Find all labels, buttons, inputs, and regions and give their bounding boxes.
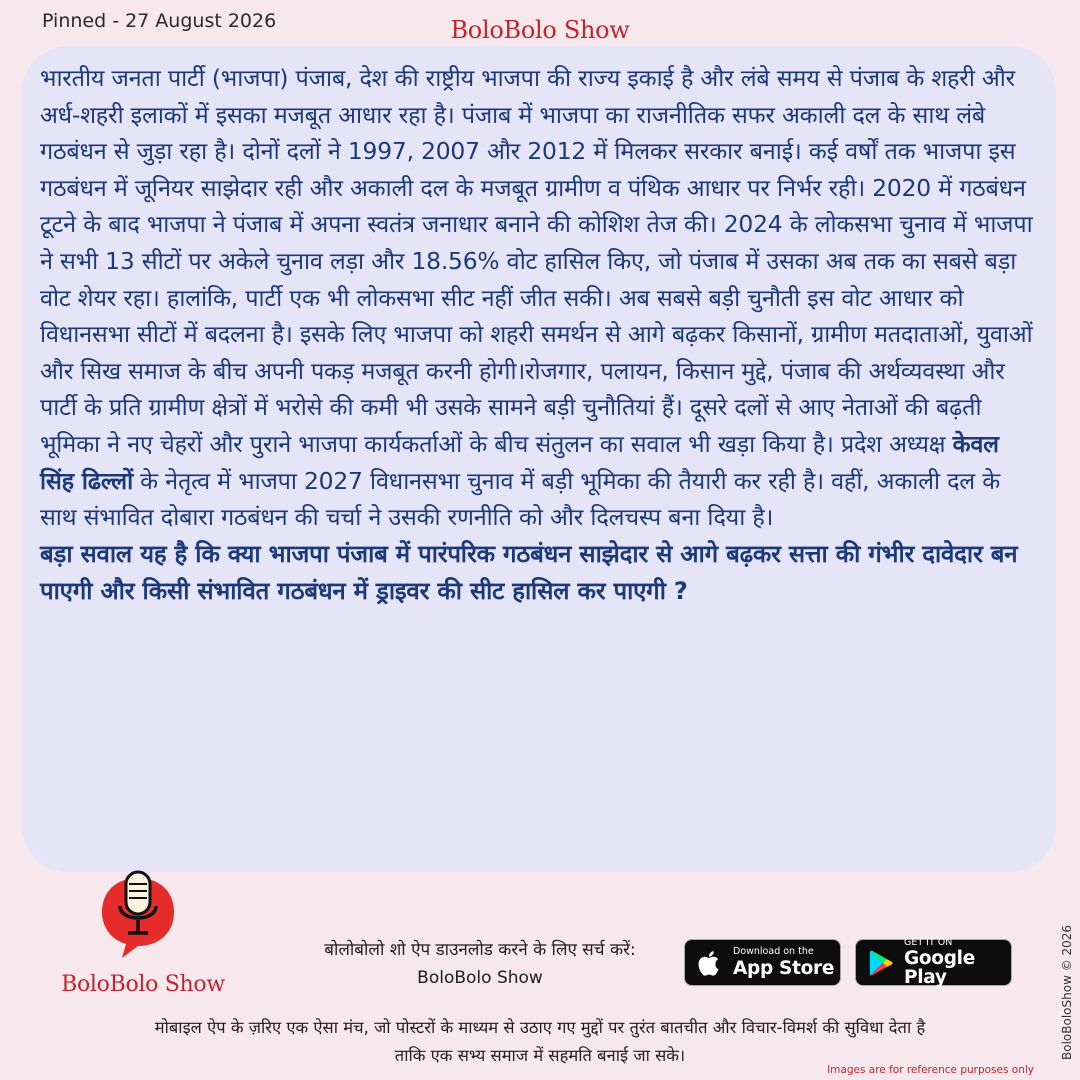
article-body-part2: के नेतृत्व में भाजपा 2027 विधानसभा चुनाव में बड़ी भूमिका की तैयारी कर रही है। वहीं, अकाली दल के साथ संभावित दोबारा गठबंधन की चर्चा ने उसकी रणनीति को और दिलचस्प बना दिया है। <box>40 466 1000 532</box>
download-prompt-text: बोलोबोलो शो ऐप डाउनलोड करने के लिए सर्च करें: <box>324 940 636 960</box>
article-body <box>40 60 1038 536</box>
image-disclaimer: Images are for reference purposes only <box>827 1064 1034 1076</box>
apple-icon <box>695 948 725 978</box>
footer-description-line2: ताकि एक सभ्य समाज में सहमति बनाई जा सके। <box>394 1046 686 1065</box>
article-highlight-name: केवल सिंह ढिल्लों <box>40 429 999 495</box>
pinned-date-label: Pinned - 27 August 2026 <box>42 10 277 32</box>
microphone-chat-bubble-icon <box>98 870 178 960</box>
article-card <box>22 46 1056 872</box>
footer-brand: BoloBolo Show <box>61 972 225 997</box>
search-term: BoloBolo Show <box>417 968 543 988</box>
copyright-notice: BoloBoloShow © 2026 <box>1060 924 1074 1060</box>
app-store-label: App Store <box>733 957 835 979</box>
footer-description <box>40 1014 1040 1070</box>
footer-description-line1: मोबाइल ऐप के ज़रिए एक ऐसा मंच, जो पोस्टरों के माध्यम से उठाए गए मुद्दों पर तुरंत बातचीत और विचार-विमर्श की सुविधा देता है <box>154 1018 926 1037</box>
brand-title: BoloBolo Show <box>450 16 630 44</box>
app-store-small-label: Download on the <box>733 946 814 957</box>
google-play-button[interactable] <box>855 936 1012 988</box>
google-play-icon <box>866 948 896 978</box>
app-store-button[interactable] <box>684 939 841 986</box>
article-question: बड़ा सवाल यह है कि क्या भाजपा पंजाब में पारंपरिक गठबंधन साझेदार से आगे बढ़कर सत्ता की गंभीर दावेदार बन पाएगी और किसी संभावित गठबंधन में ड्राइवर की सीट हासिल कर पाएगी ? <box>40 539 1018 606</box>
google-play-small-label: GET IT ON <box>904 936 953 948</box>
article-body-part1: भारतीय जनता पार्टी (भाजपा) पंजाब, देश की राष्ट्रीय भाजपा की राज्य इकाई है और लंबे समय से पंजाब के शहरी और अर्ध-शहरी इलाकों में इसका मजबूत आधार रहा है। पंजाब में भाजपा का राजनीतिक सफर अकाली दल के साथ लंबे गठबंधन से जुड़ा रहा है। दोनों दलों ने 1997, 2007 और 2012 में मिलकर सरकार बनाई। कई वर्षों तक भाजपा इस गठबंधन में जूनियर साझेदार रही और अकाली दल के मजबूत ग्रामीण व पंथिक आधार पर निर्भर रही। 2020 में गठबंधन टूटने के बाद भाजपा ने पंजाब में अपना स्वतंत्र जनाधार बनाने की कोशिश तेज की। 2024 के लोकसभा चुनाव में भाजपा ने सभी 13 सीटों पर अकेले चुनाव लड़ा और 18.56% वोट हासिल किए, जो पंजाब में उसका अब तक का सबसे बड़ा वोट शेयर रहा। हालांकि, पार्टी एक भी लोकसभा सीट नहीं जीत सकी। अब सबसे बड़ी चुनौती इस वोट आधार को विधानसभा सीटों में बदलना है। इसके लिए भाजपा को शहरी समर्थन से आगे बढ़कर किसानों, ग्रामीण मतदाताओं, युवाओं और सिख समाज के बीच अपनी पकड़ मजबूत करनी होगी।रोजगार, पलायन, किसान मुद्दे, पंजाब की अर्थव्यवस्था और पार्टी के प्रति ग्रामीण क्षेत्रों में भरोसे की कमी भी उसके सामने बड़ी चुनौतियां हैं। दूसरे दलों से आए नेताओं की बढ़ती भूमिका ने नए चेहरों और पुराने भाजपा कार्यकर्ताओं के बीच संतुलन का सवाल भी खड़ा किया है। प्रदेश अध्यक्ष <box>40 64 1033 458</box>
google-play-label: Google Play <box>904 948 975 988</box>
download-prompt <box>280 936 680 992</box>
